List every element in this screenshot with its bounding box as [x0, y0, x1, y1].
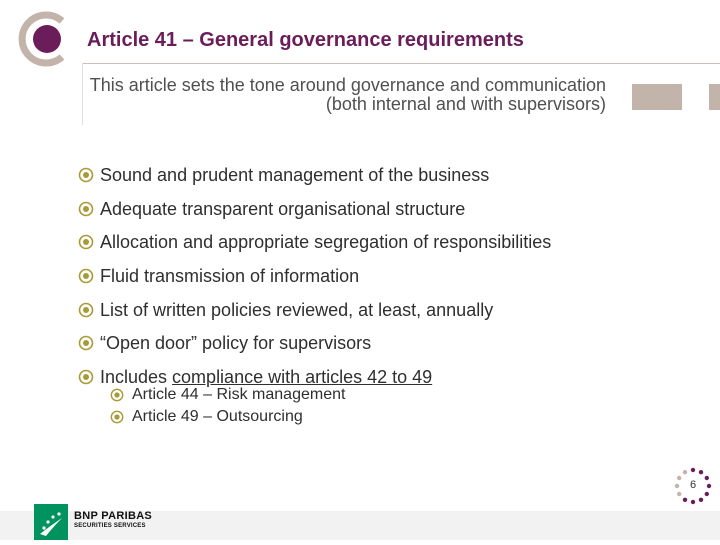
- list-item-text: “Open door” policy for supervisors: [100, 333, 372, 354]
- brand-name: BNP PARIBAS: [74, 510, 153, 522]
- decor-square: [632, 84, 682, 110]
- bnp-logo: [34, 504, 68, 540]
- list-item-text: Adequate transparent organisational structure: [100, 198, 466, 219]
- compliance-link[interactable]: compliance with articles 42 to 49: [172, 367, 433, 388]
- sub-list-item-text: Article 44 – Risk management: [132, 385, 346, 403]
- list-item-prefix: Includes: [100, 367, 173, 388]
- page-title: Article 41 – General governance requirements: [87, 29, 524, 51]
- target-bullet-icon: [110, 410, 124, 424]
- decor-square: [709, 84, 720, 110]
- stars-bird-icon: [34, 504, 68, 540]
- list-item-text: Sound and prudent management of the business: [100, 165, 490, 185]
- page-number: 6: [689, 479, 697, 491]
- target-bullet-icon: [110, 388, 124, 402]
- target-bullet-icon: [78, 302, 94, 318]
- title-divider: [82, 63, 720, 64]
- target-bullet-icon: [78, 167, 94, 183]
- sub-list-item-text: Article 49 – Outsourcing: [132, 407, 303, 425]
- target-bullet-icon: [78, 201, 94, 217]
- target-bullet-icon: [78, 234, 94, 250]
- page-subtitle: This article sets the tone around governance and communication (both internal and with supervisors): [89, 75, 606, 114]
- target-bullet-icon: [78, 268, 94, 284]
- brand-division: SECURITIES SERVICES: [74, 523, 146, 529]
- list-item-text: List of written policies reviewed, at least, annually: [100, 299, 494, 320]
- list-item-text: Fluid transmission of information: [100, 266, 360, 287]
- list-item-text: Allocation and appropriate segregation of responsibilities: [100, 232, 552, 253]
- target-bullet-icon: [78, 369, 94, 385]
- c-logo-icon: [16, 9, 76, 69]
- target-bullet-icon: [78, 335, 94, 351]
